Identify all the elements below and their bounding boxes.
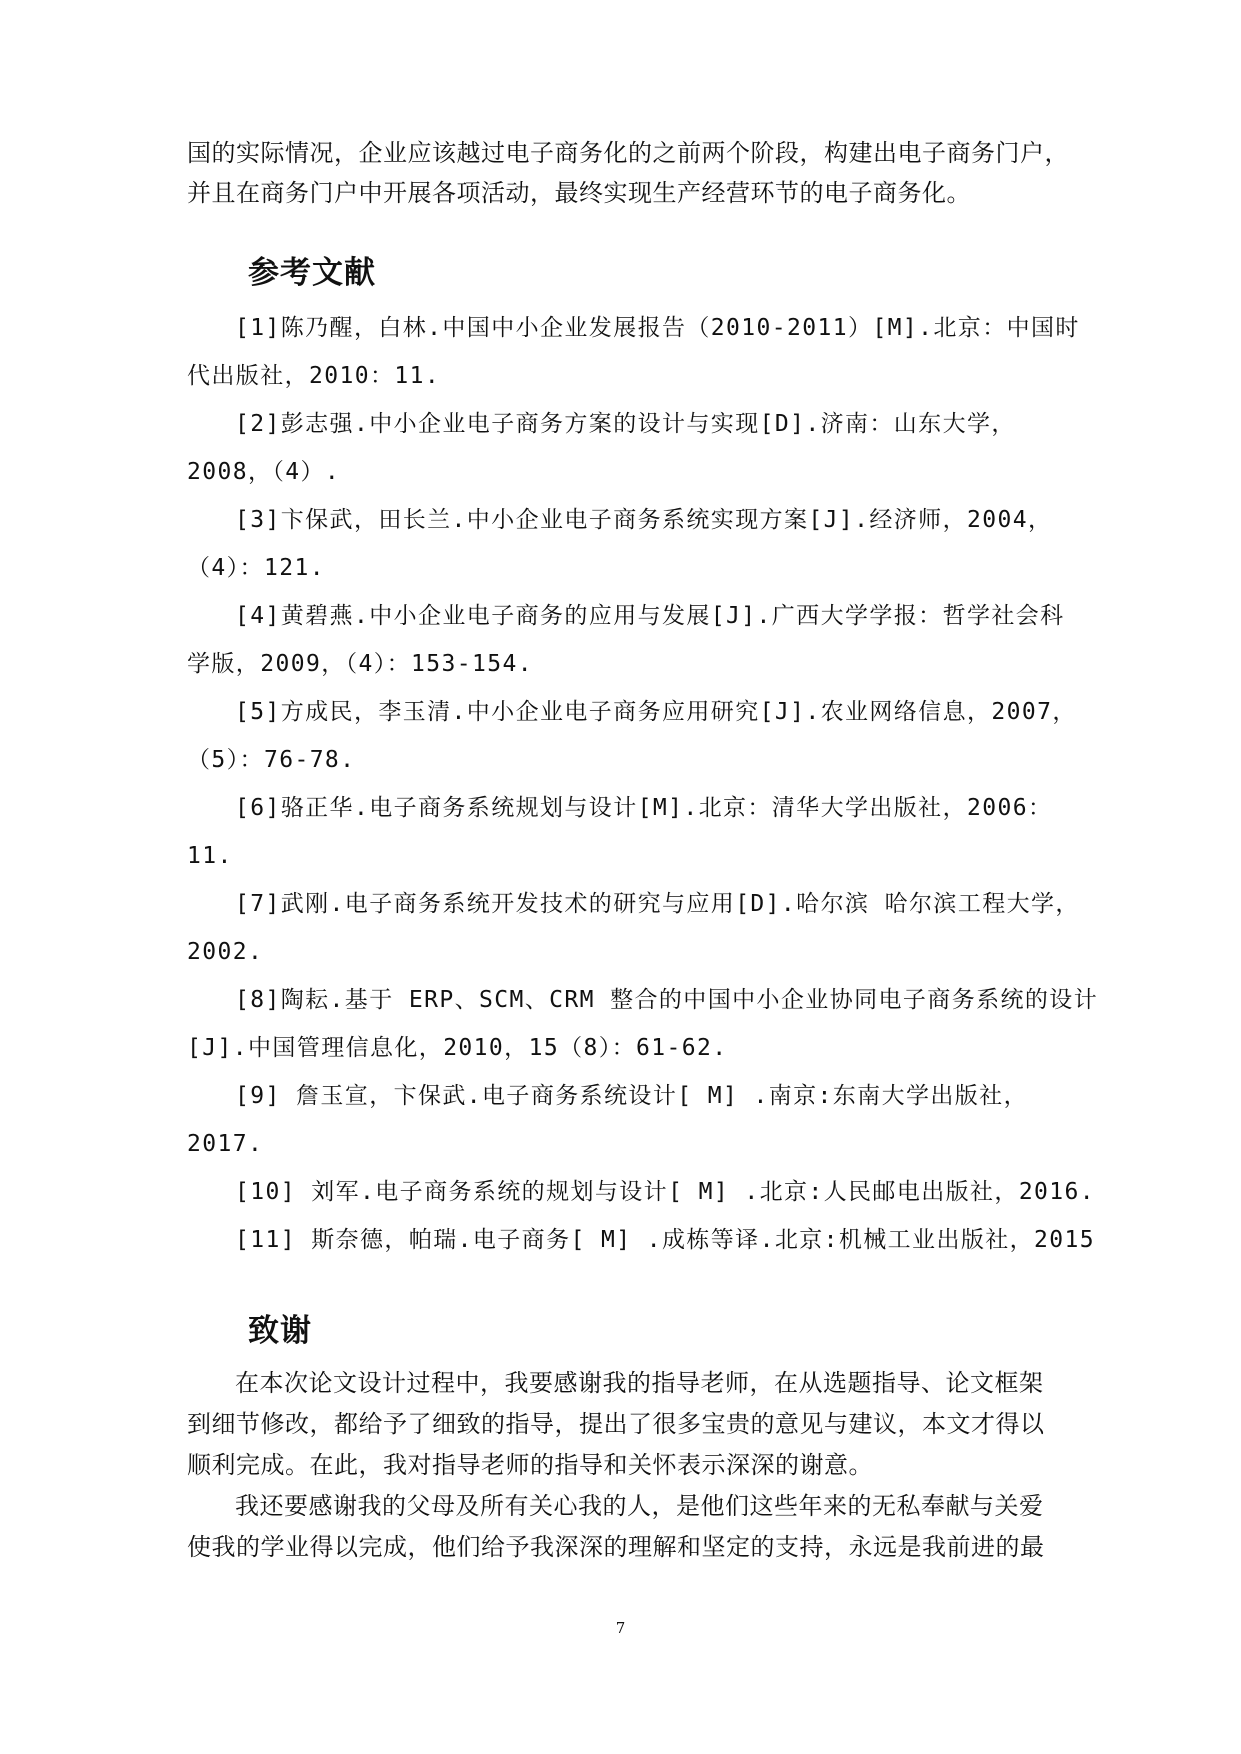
- intro-line: 国的实际情况，企业应该越过电子商务化的之前两个阶段，构建出电子商务门户，: [187, 139, 1069, 167]
- acknowledgement-line: 在本次论文设计过程中，我要感谢我的指导老师，在从选题指导、论文框架: [235, 1369, 1044, 1397]
- acknowledgements-heading: 致谢: [248, 1313, 312, 1349]
- acknowledgement-line: 我还要感谢我的父母及所有关心我的人，是他们这些年来的无私奉献与关爱: [235, 1492, 1044, 1520]
- reference-line: [J].中国管理信息化，2010，15（8）：61-62.: [187, 1035, 728, 1061]
- reference-line: [4]黄碧燕.中小企业电子商务的应用与发展[J].广西大学学报：哲学社会科: [235, 603, 1065, 629]
- reference-line: [9] 詹玉宣，卞保武.电子商务系统设计[ M] .南京:东南大学出版社，: [235, 1083, 1028, 1109]
- reference-line: [1]陈乃醒，白林.中国中小企业发展报告（2010-2011）[M].北京：中国时: [235, 315, 1080, 341]
- reference-line: 2017.: [187, 1131, 264, 1157]
- reference-line: 2008，（4）.: [187, 459, 341, 485]
- reference-line: 学版，2009，（4）：153-154.: [187, 651, 534, 677]
- reference-line: [8]陶耘.基于 ERP、SCM、CRM 整合的中国中小企业协同电子商务系统的设计: [235, 987, 1099, 1013]
- reference-line: [10] 刘军.电子商务系统的规划与设计[ M] .北京:人民邮电出版社，2016.: [235, 1179, 1096, 1205]
- reference-line: （4）：121.: [187, 555, 325, 581]
- page-number: 7: [615, 1619, 626, 1637]
- acknowledgement-line: 使我的学业得以完成，他们给予我深深的理解和坚定的支持，永远是我前进的最: [187, 1533, 1045, 1561]
- reference-line: [11] 斯奈德，帕瑞.电子商务[ M] .成栋等译.北京:机械工业出版社，2015: [235, 1227, 1096, 1253]
- acknowledgement-line: 顺利完成。在此，我对指导老师的指导和关怀表示深深的谢意。: [187, 1451, 873, 1479]
- reference-line: [2]彭志强.中小企业电子商务方案的设计与实现[D].济南：山东大学，: [235, 411, 1016, 437]
- reference-line: 11.: [187, 843, 233, 869]
- references-list: [187, 304, 1099, 1264]
- reference-line: [5]方成民，李玉清.中小企业电子商务应用研究[J].农业网络信息，2007，: [235, 699, 1077, 725]
- reference-line: [3]卞保武，田长兰.中小企业电子商务系统实现方案[J].经济师，2004，: [235, 507, 1053, 533]
- reference-line: [7]武刚.电子商务系统开发技术的研究与应用[D].哈尔滨 哈尔滨工程大学，: [235, 891, 1080, 917]
- acknowledgement-line: 到细节修改，都给予了细致的指导，提出了很多宝贵的意见与建议，本文才得以: [187, 1410, 1045, 1438]
- reference-line: [6]骆正华.电子商务系统规划与设计[M].北京：清华大学出版社，2006：: [235, 795, 1053, 821]
- intro-line: 并且在商务门户中开展各项活动，最终实现生产经营环节的电子商务化。: [187, 179, 971, 207]
- reference-line: 代出版社，2010：11.: [187, 363, 441, 389]
- reference-line: （5）：76-78.: [187, 747, 356, 773]
- reference-line: 2002.: [187, 939, 264, 965]
- acknowledgements-paragraphs: [187, 1363, 1057, 1568]
- intro-paragraph: [187, 133, 1069, 213]
- references-heading: 参考文献: [248, 255, 376, 291]
